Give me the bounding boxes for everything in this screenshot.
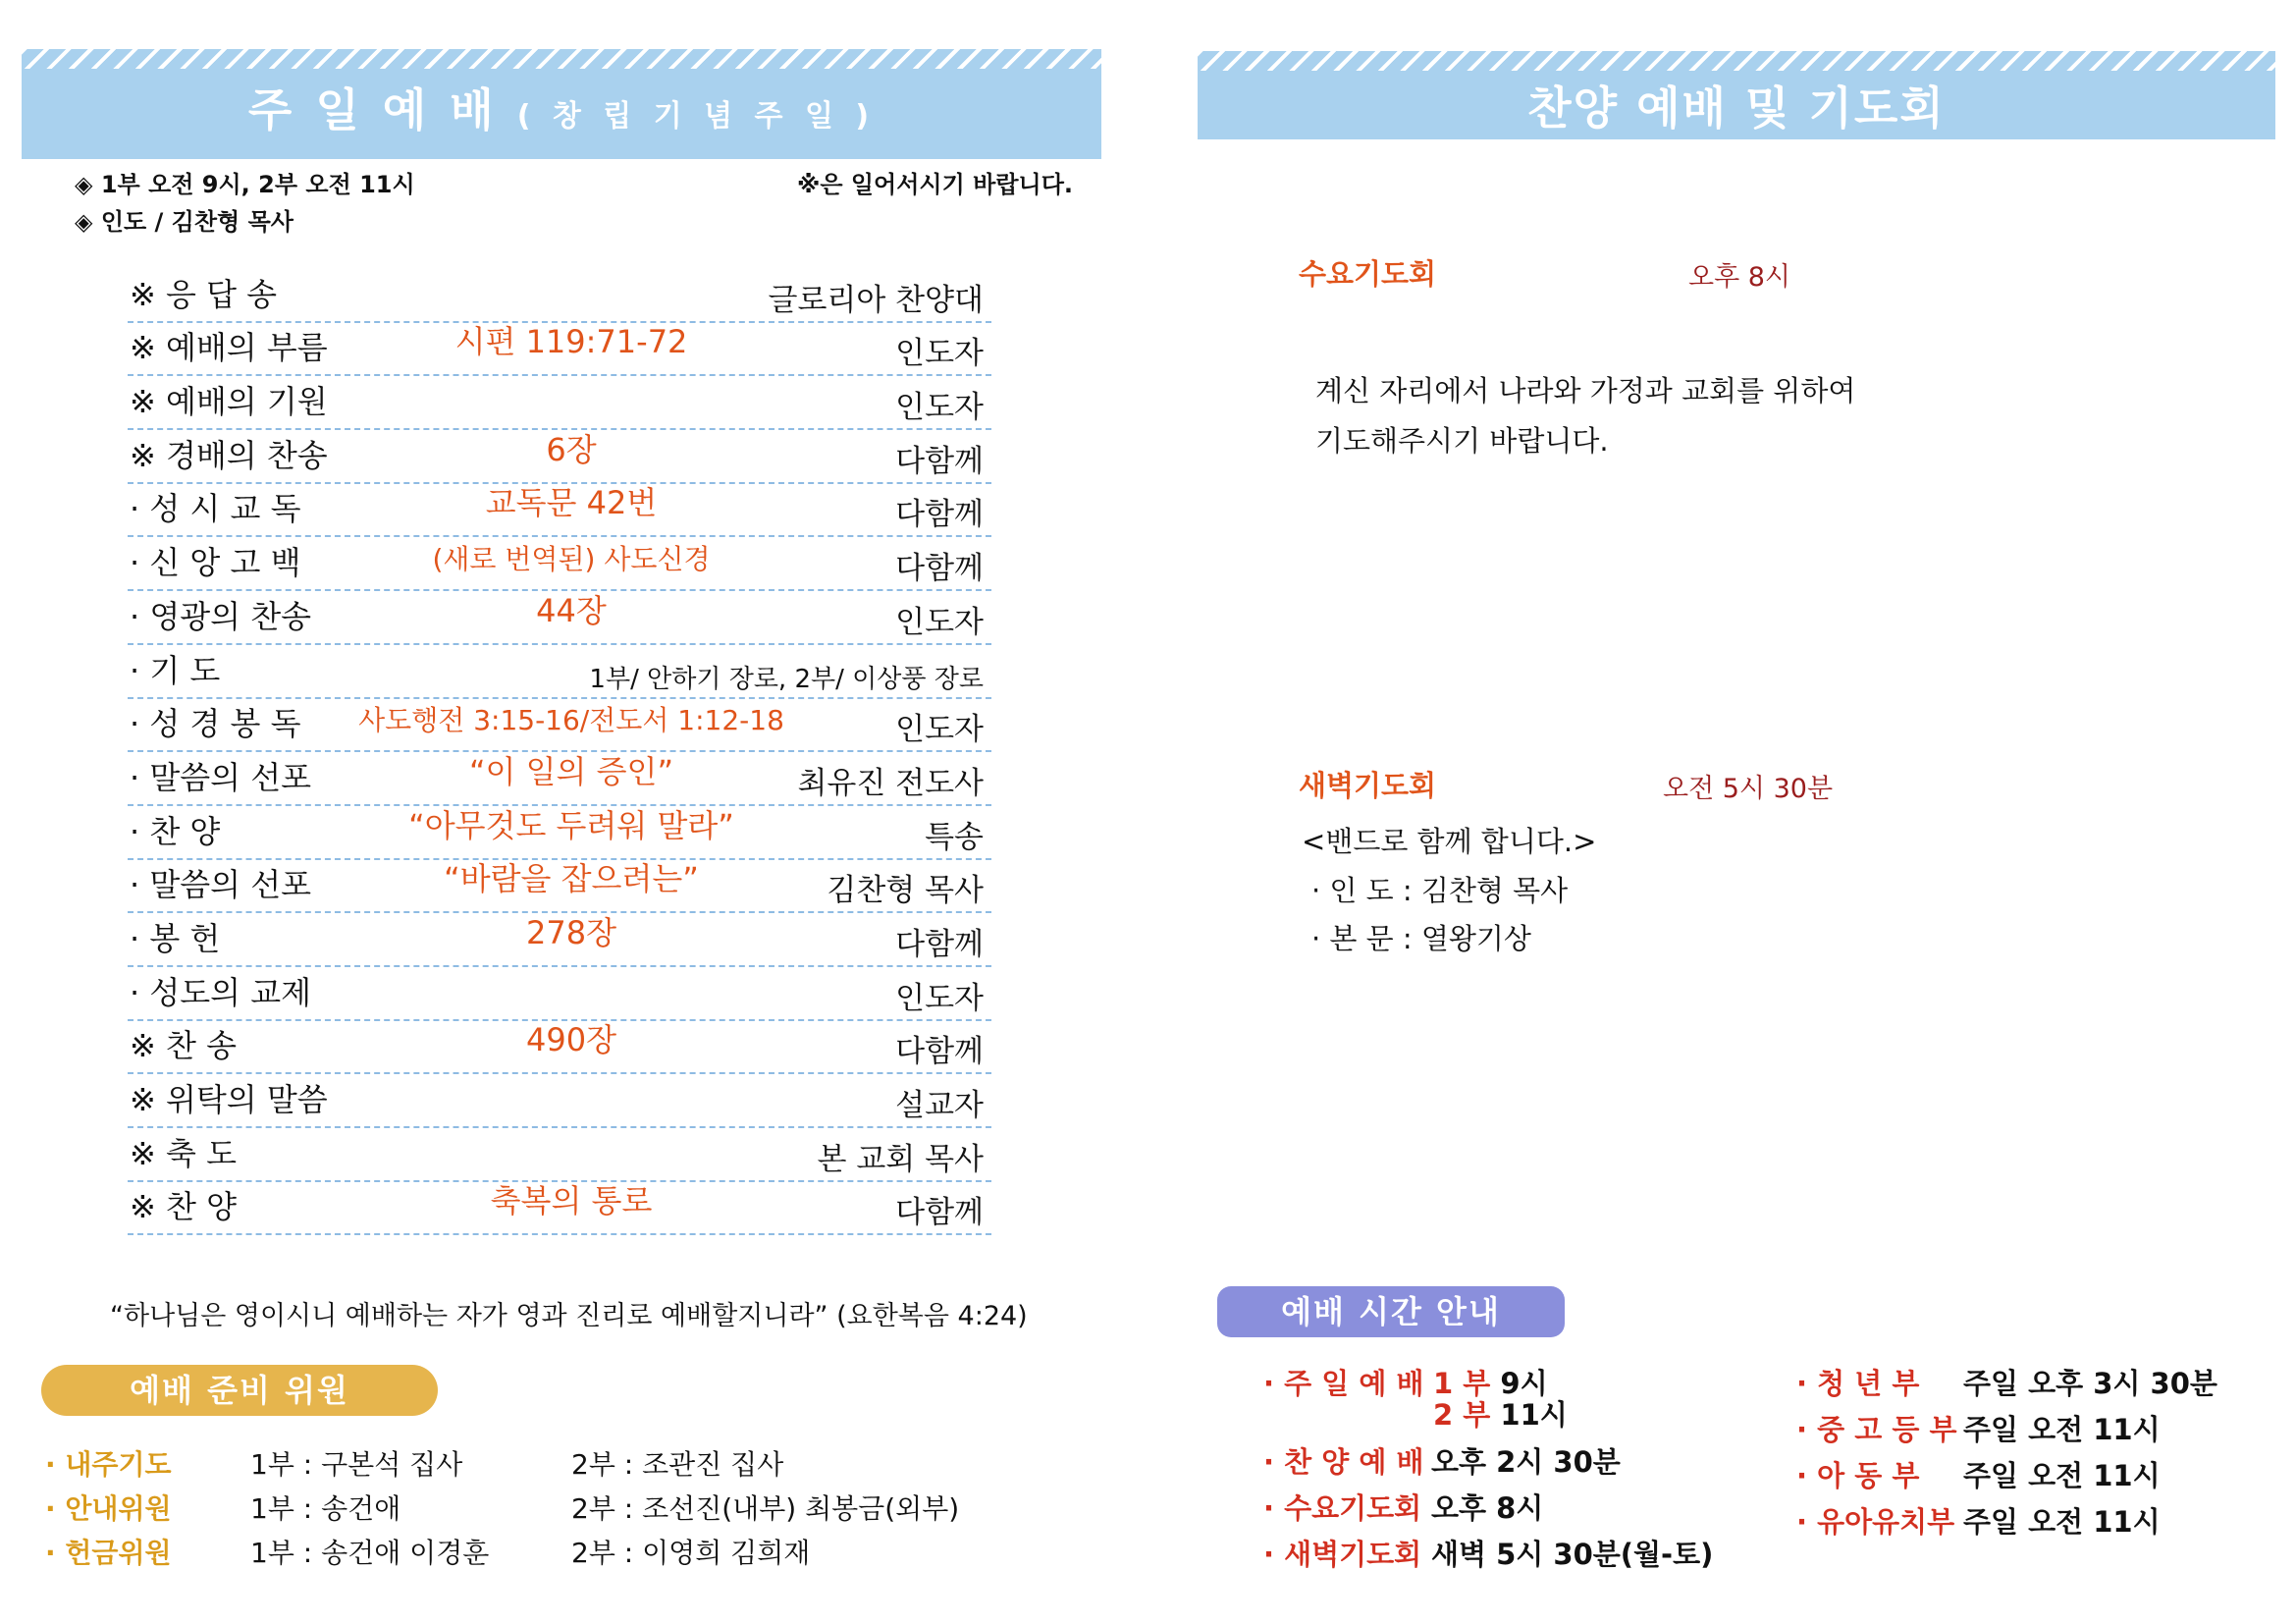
prep-first: 1부 : 송건애 — [250, 1492, 401, 1525]
order-row — [128, 537, 991, 591]
order-detail: “아무것도 두려워 말라” — [408, 806, 734, 844]
order-detail: 시편 119:71-72 — [454, 323, 688, 361]
order-label: · 말씀의 선포 — [130, 758, 312, 796]
order-row — [128, 1182, 991, 1236]
order-label: ※ 응 답 송 — [130, 275, 278, 313]
order-row — [128, 913, 991, 967]
schedule-time: 주일 오전 11시 — [1963, 1459, 2161, 1492]
order-label: ※ 축 도 — [130, 1134, 237, 1172]
order-label: ※ 예배의 부름 — [130, 329, 328, 367]
right-banner — [1198, 51, 2275, 139]
order-label: · 신 앙 고 백 — [130, 544, 301, 582]
wed-prayer-line-2: 기도해주시기 바랍니다. — [1315, 424, 1609, 458]
order-row — [128, 430, 991, 484]
order-label: · 말씀의 선포 — [130, 866, 312, 904]
schedule-name: · 유아유치부 — [1796, 1505, 1955, 1539]
order-label: · 성 시 교 독 — [130, 490, 301, 528]
schedule-part-time: 9시 — [1500, 1367, 1548, 1400]
order-label: · 기 도 — [130, 651, 221, 689]
order-of-worship — [128, 269, 991, 1235]
schedule-time: 주일 오후 3시 30분 — [1963, 1367, 2217, 1400]
schedule-time: 주일 오전 11시 — [1963, 1413, 2161, 1446]
order-leader: 1부/ 안하기 장로, 2부/ 이상풍 장로 — [589, 664, 984, 694]
order-label: ※ 예배의 기원 — [130, 383, 328, 421]
prep-role: · 내주기도 — [45, 1448, 172, 1481]
prep-second: 2부 : 조선진(내부) 최봉금(외부) — [571, 1492, 960, 1525]
schedule-title: 예배 시간 안내 — [1217, 1286, 1565, 1337]
prep-second: 2부 : 조관진 집사 — [571, 1448, 784, 1481]
prep-row — [45, 1443, 172, 1483]
wed-prayer-line-1: 계신 자리에서 나라와 가정과 교회를 위하여 — [1315, 374, 1856, 407]
order-label: · 성도의 교제 — [130, 973, 312, 1011]
order-row — [128, 269, 991, 323]
schedule-part-label: 2 부 — [1433, 1398, 1491, 1432]
order-row — [128, 323, 991, 377]
order-label: ※ 위탁의 말씀 — [130, 1081, 328, 1118]
order-leader: 본 교회 목사 — [817, 1141, 984, 1177]
schedule-item — [1263, 1533, 1421, 1573]
schedule-name: · 수요기도회 — [1263, 1491, 1422, 1525]
service-time-text: 1부 오전 9시, 2부 오전 11시 — [100, 171, 415, 198]
order-row — [128, 1021, 991, 1075]
prep-row — [45, 1488, 172, 1527]
order-label: ※ 찬 양 — [130, 1188, 237, 1226]
schedule-item — [1263, 1440, 1423, 1481]
order-leader: 인도자 — [895, 712, 984, 748]
diamond-icon: ◈ — [75, 208, 93, 236]
order-leader: 다함께 — [895, 926, 984, 962]
order-detail: “이 일의 증인” — [468, 752, 674, 790]
prep-second: 2부 : 이영희 김희재 — [571, 1537, 811, 1569]
order-leader: 글로리아 찬양대 — [768, 282, 984, 318]
order-detail: 44장 — [536, 591, 607, 629]
schedule-name: · 주 일 예 배 — [1263, 1367, 1424, 1400]
order-detail: (새로 번역된) 사도신경 — [432, 543, 711, 576]
banner-stripe — [22, 49, 1101, 69]
schedule-item — [1796, 1454, 1919, 1494]
schedule-part-label: 1 부 — [1433, 1367, 1491, 1400]
order-label: · 성 경 봉 독 — [130, 705, 301, 743]
schedule-sub — [1433, 1393, 1568, 1434]
schedule-time: 주일 오전 11시 — [1963, 1505, 2161, 1539]
order-detail: 사도행전 3:15-16/전도서 1:12-18 — [358, 704, 784, 737]
dawn-prayer-text: · 본 문 : 열왕기상 — [1311, 922, 1531, 955]
schedule-name: · 청 년 부 — [1796, 1367, 1920, 1400]
order-row — [128, 484, 991, 538]
dawn-prayer-time: 오전 5시 30분 — [1663, 774, 1834, 804]
order-leader: 인도자 — [895, 336, 984, 372]
order-leader: 다함께 — [895, 497, 984, 533]
order-label: ※ 찬 송 — [130, 1027, 237, 1065]
order-leader: 인도자 — [895, 980, 984, 1016]
stand-note: ※은 일어서시기 바랍니다. — [797, 171, 1073, 198]
prep-first: 1부 : 송건애 이경훈 — [250, 1537, 490, 1569]
order-row — [128, 1128, 991, 1182]
service-title: 주 일 예 배 — [247, 83, 498, 136]
order-detail: 교독문 42번 — [485, 484, 658, 522]
order-row — [128, 699, 991, 753]
order-label: · 봉 헌 — [130, 919, 221, 957]
order-row — [128, 967, 991, 1021]
service-time-info — [75, 165, 415, 199]
banner-stripe — [1198, 51, 2275, 71]
order-leader: 인도자 — [895, 604, 984, 640]
order-row — [128, 645, 991, 699]
schedule-item — [1796, 1408, 1956, 1448]
order-leader: 인도자 — [895, 390, 984, 426]
service-subtitle: ( 창 립 기 념 주 일 ) — [516, 99, 876, 134]
leader-info — [75, 202, 294, 237]
order-leader: 설교자 — [895, 1088, 984, 1123]
dawn-prayer-leader: · 인 도 : 김찬형 목사 — [1311, 874, 1569, 907]
order-row — [128, 752, 991, 806]
schedule-name: · 중 고 등 부 — [1796, 1413, 1957, 1446]
prep-role: · 헌금위원 — [45, 1537, 172, 1569]
scripture-verse: “하나님은 영이시니 예배하는 자가 영과 진리로 예배할지니라” (요한복음 4:24) — [110, 1301, 1028, 1331]
order-detail: 278장 — [526, 913, 616, 951]
wed-prayer-time: 오후 8시 — [1688, 262, 1791, 293]
left-banner — [22, 49, 1101, 159]
wed-prayer-title: 수요기도회 — [1299, 257, 1437, 291]
order-leader: 다함께 — [895, 1034, 984, 1070]
schedule-time: 새벽 5시 30분(월-토) — [1431, 1538, 1714, 1571]
prep-row — [45, 1532, 172, 1571]
order-detail: 490장 — [526, 1021, 616, 1059]
diamond-icon: ◈ — [75, 171, 93, 198]
order-leader: 다함께 — [895, 1195, 984, 1231]
schedule-item — [1263, 1487, 1421, 1527]
order-leader: 김찬형 목사 — [827, 873, 984, 909]
order-leader: 다함께 — [895, 551, 984, 587]
leader-text: 인도 / 김찬형 목사 — [100, 208, 294, 236]
order-detail: 6장 — [546, 430, 597, 468]
schedule-name: · 새벽기도회 — [1263, 1538, 1422, 1571]
order-label: ※ 경배의 찬송 — [130, 436, 328, 474]
right-banner-title: 찬양 예배 및 기도회 — [1527, 81, 1946, 135]
dawn-prayer-note: <밴드로 함께 합니다.> — [1302, 825, 1597, 858]
order-label: · 영광의 찬송 — [130, 597, 312, 635]
order-leader: 최유진 전도사 — [797, 765, 984, 801]
order-row — [128, 806, 991, 860]
order-leader: 다함께 — [895, 443, 984, 479]
schedule-time: 오후 8시 — [1431, 1491, 1544, 1525]
prep-role: · 안내위원 — [45, 1492, 172, 1525]
order-row — [128, 591, 991, 645]
order-detail: “바람을 잡으려는” — [444, 860, 699, 898]
order-leader: 특송 — [925, 819, 984, 855]
order-row — [128, 376, 991, 430]
prep-committee-title: 예배 준비 위원 — [41, 1365, 438, 1416]
left-banner-title — [22, 75, 1101, 139]
schedule-item — [1796, 1362, 1919, 1402]
schedule-time: 오후 2시 30분 — [1431, 1445, 1621, 1479]
schedule-name: · 찬 양 예 배 — [1263, 1445, 1424, 1479]
order-row — [128, 860, 991, 914]
schedule-part-time: 11시 — [1500, 1398, 1568, 1432]
order-row — [128, 1074, 991, 1128]
dawn-prayer-title: 새벽기도회 — [1299, 769, 1437, 802]
schedule-item — [1263, 1362, 1423, 1402]
prep-first: 1부 : 구본석 집사 — [250, 1448, 463, 1481]
order-label: · 찬 양 — [130, 812, 221, 850]
order-detail: 축복의 통로 — [490, 1182, 653, 1220]
schedule-name: · 아 동 부 — [1796, 1459, 1920, 1492]
schedule-item — [1796, 1500, 1954, 1541]
